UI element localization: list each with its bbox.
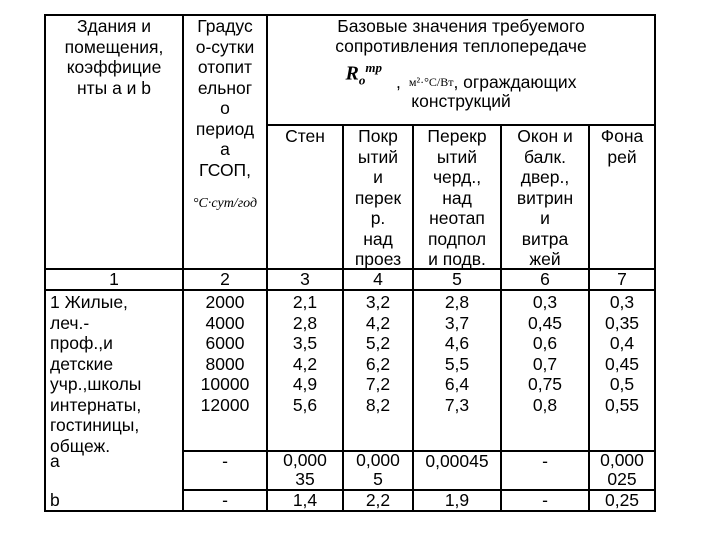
- header-walls: Стен: [285, 126, 325, 146]
- row-a-covers: 0,000 5: [356, 450, 400, 489]
- row-b-walls: 1,4: [292, 490, 318, 510]
- header-attic: Перекр ытий черд., над неотап подпол и подв.: [427, 126, 487, 269]
- resistance-formula-line: $R_o^{тр}$ , м²·°С/Вт , ограждающих: [346, 64, 577, 92]
- row1-lanterns: 0,3 0,35 0,4 0,45 0,5 0,55: [604, 292, 640, 415]
- row-b-attic: 1,9: [444, 490, 470, 510]
- row-a-walls: 0,000 35: [283, 450, 327, 489]
- row1-walls: 2,1 2,8 3,5 4,2 4,9 5,6: [292, 292, 318, 415]
- row-b-gsop: -: [222, 490, 228, 510]
- row1-gsop: 2000 4000 6000 8000 10000 12000: [200, 292, 250, 415]
- column-number-7: 7: [617, 269, 627, 289]
- column-number-1: 1: [109, 269, 119, 289]
- row1-attic: 2,8 3,7 4,6 5,5 6,4 7,3: [444, 292, 470, 415]
- column-number-2: 2: [220, 269, 230, 289]
- row-a-label: a: [50, 451, 60, 471]
- row1-windows: 0,3 0,45 0,6 0,7 0,75 0,8: [527, 292, 563, 415]
- header-covers: Покр ытий и перек р. над проез: [354, 126, 402, 269]
- row-a-attic: 0,00045: [425, 451, 489, 471]
- column-number-5: 5: [452, 269, 462, 289]
- r-symbol: $R_o^{тр}$: [345, 60, 382, 88]
- row-a-gsop: -: [222, 451, 228, 471]
- header-windows: Окон и балк. двер., витрин и витра жей: [516, 126, 574, 269]
- norms-table: [44, 14, 656, 512]
- row1-covers: 3,2 4,2 5,2 6,2 7,2 8,2: [365, 292, 391, 415]
- row-b-label: b: [50, 490, 60, 510]
- gsop-unit: °С·сут/год: [192, 196, 258, 211]
- header-buildings: Здания и помещения, коэффицие нты a и b: [64, 16, 164, 98]
- column-number-4: 4: [373, 269, 383, 289]
- header-lanterns: Фона рей: [600, 126, 644, 167]
- row-b-lanterns: 0,25: [604, 490, 640, 510]
- header-resistance-group: Базовые значения требуемого сопротивления теплопередаче $R_o^{тр}$ , м²·°С/Вт , ограждающих конструкций: [335, 16, 587, 111]
- row-a-lanterns: 0,000 025: [600, 450, 644, 489]
- column-number-3: 3: [300, 269, 310, 289]
- row1-label: 1 Жилые, леч.- проф.,и детские учр.,школы интернаты, гостиницы, общеж.: [50, 292, 142, 456]
- header-gsop: Градус о-сутки отопит ельног о период а ГСОП, °С·сут/год: [184, 16, 266, 215]
- column-number-6: 6: [540, 269, 550, 289]
- border-right: [654, 14, 656, 512]
- row-b-windows: -: [542, 490, 548, 510]
- row-b-covers: 2,2: [365, 490, 391, 510]
- row-a-windows: -: [542, 451, 548, 471]
- r-unit: м²·°С/Вт: [408, 75, 454, 89]
